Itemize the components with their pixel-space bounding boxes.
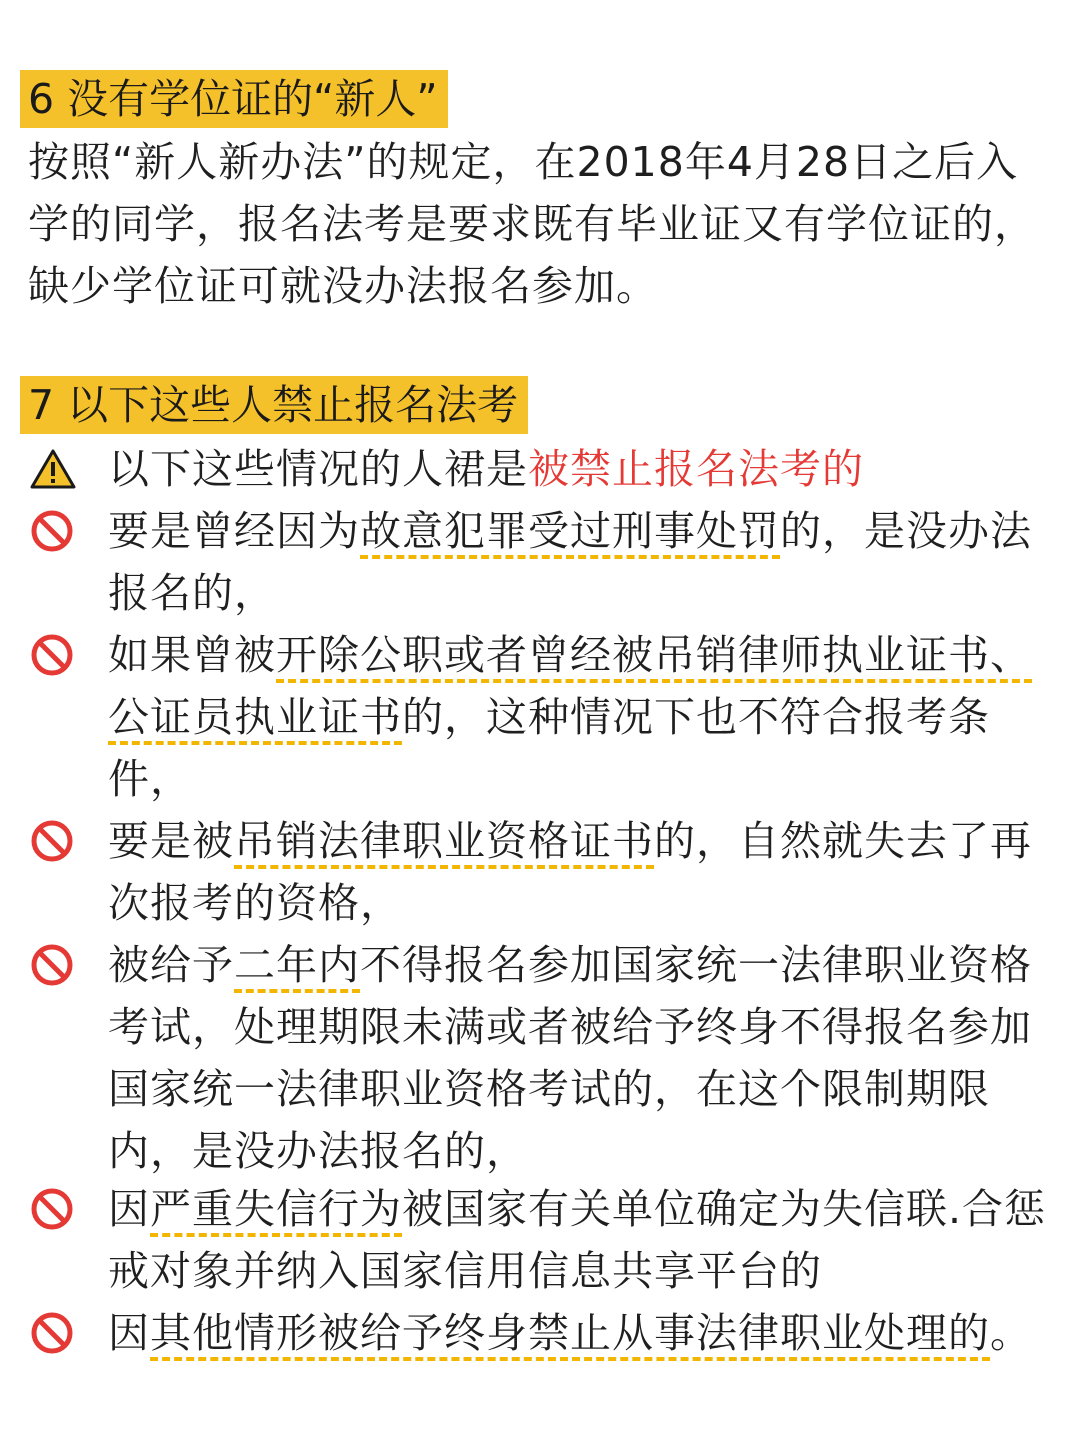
warning-icon bbox=[30, 438, 80, 500]
item-text: 的，这种情况下也不符合报考条件， bbox=[108, 693, 990, 803]
item-text: 因 bbox=[108, 1309, 150, 1357]
prohibited-icon bbox=[30, 1178, 80, 1240]
item-text: 。 bbox=[990, 1309, 1032, 1357]
item-text: 要是被 bbox=[108, 817, 234, 865]
prohibited-icon bbox=[30, 1302, 80, 1364]
prohibited-item bbox=[30, 810, 1060, 934]
item-underlined: 吊销法律职业资格证书 bbox=[234, 817, 654, 865]
prohibited-item bbox=[30, 1302, 1060, 1364]
item-underlined: 开除公职或者曾经被吊销律师执业证书、公证员执业证书 bbox=[108, 631, 1032, 741]
warning-line bbox=[30, 438, 1060, 500]
prohibited-icon bbox=[30, 500, 80, 562]
item-underlined: 严重失信行为 bbox=[150, 1185, 402, 1233]
item-text: 被国家有关单位确定为失信联.合惩戒对象并纳入国家信用信息共享平台的 bbox=[108, 1185, 1047, 1295]
prohibited-item bbox=[30, 934, 1060, 1182]
item-text: 被给予 bbox=[108, 941, 234, 989]
prohibited-item bbox=[30, 624, 1060, 810]
item-text: 的，自然就失去了再次报考的资格， bbox=[108, 817, 1032, 927]
prohibited-icon bbox=[30, 934, 80, 996]
item-text: 的，是没办法报名的， bbox=[108, 507, 1032, 617]
prohibited-icon bbox=[30, 624, 80, 686]
item-underlined: 故意犯罪受过刑事处罚 bbox=[360, 507, 780, 555]
item-text: 如果曾被 bbox=[108, 631, 276, 679]
section-6-body: 按照“新人新办法”的规定，在2018年4月28日之后入学的同学，报名法考是要求既有毕业证又有学位证的，缺少学位证可就没办法报名参加。 bbox=[28, 138, 1036, 310]
item-underlined: 其他情形被给予终身禁止从事法律职业处理的 bbox=[150, 1309, 990, 1357]
item-text: 因 bbox=[108, 1185, 150, 1233]
prohibited-icon bbox=[30, 810, 80, 872]
item-underlined: 二年内 bbox=[234, 941, 360, 989]
warning-highlight: 被禁止报名法考的 bbox=[528, 445, 864, 493]
section-7-heading: 7 以下这些人禁止报名法考 bbox=[20, 376, 528, 434]
prohibited-item bbox=[30, 500, 1060, 624]
item-text: 要是曾经因为 bbox=[108, 507, 360, 555]
section-6-heading: 6 没有学位证的“新人” bbox=[20, 70, 448, 128]
item-text: 不得报名参加国家统一法律职业资格考试，处理期限未满或者被给予终身不得报名参加国家统一法律职业资格考试的，在这个限制期限内，是没办法报名的， bbox=[108, 941, 1032, 1175]
prohibited-item bbox=[30, 1178, 1060, 1302]
warning-text: 以下这些情况的人裙是 bbox=[108, 445, 528, 493]
